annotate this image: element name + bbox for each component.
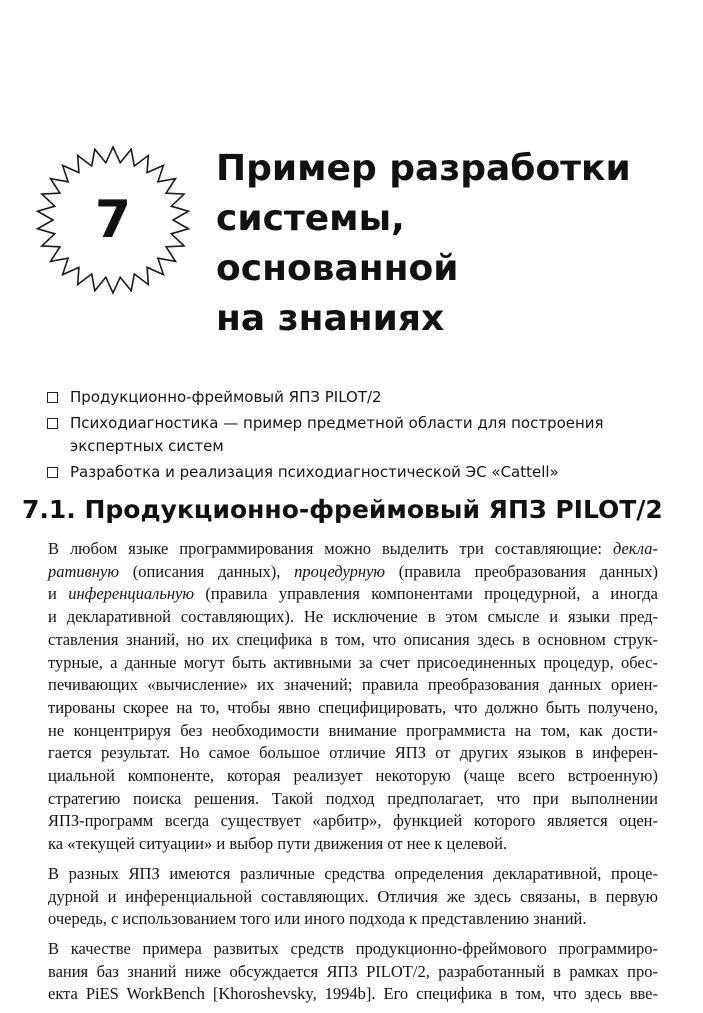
text-line [48, 742, 658, 765]
text-line [48, 561, 658, 584]
text-line [48, 886, 658, 909]
chapter-number: 7 [94, 190, 132, 250]
text-line [48, 720, 658, 743]
text-run: дурной и инференциальной составляющих. Отличия же здесь связаны, в первую [48, 886, 658, 906]
text-run: екта PiES WorkBench [Khoroshevsky, 1994b]. Его специфика в том, что здесь вве- [48, 984, 658, 1004]
text-line [48, 583, 658, 606]
text-run: турные, а данные могут быть активными за счет присоединенных процедур, обес- [48, 652, 658, 672]
chapter-badge [30, 140, 196, 300]
chapter-title [216, 144, 631, 344]
text-line [48, 629, 658, 652]
text-run: и декларативной составляющих). Не исключение в этом смысле и языки пред- [48, 607, 658, 627]
text-line [48, 908, 658, 931]
contents-item [46, 461, 646, 484]
body-text [48, 538, 658, 1013]
text-line [48, 961, 658, 984]
text-run: ЯПЗ-программ всегда существует «арбитр», функцией которого является оцен- [48, 811, 658, 831]
contents-item-text: экспертных систем [70, 437, 224, 455]
text-run: ставления знаний, но их специфика в том, что описания здесь в основном струк- [48, 629, 658, 649]
text-run: В разных ЯПЗ имеются различные средства определения декларативной, проце- [48, 863, 658, 883]
chapter-title-line: основанной [216, 248, 459, 289]
text-line [48, 606, 658, 629]
text-run: В качестве примера развитых средств продукционно-фреймового программиро- [48, 938, 658, 958]
text-line [48, 983, 658, 1006]
contents-item [46, 412, 646, 458]
italic-term: инференциальную [68, 584, 195, 604]
text-line [48, 833, 658, 856]
text-run: (правила управления компонентами процедурной, а иногда [194, 584, 658, 604]
text-line [48, 938, 658, 961]
paragraph [48, 938, 658, 1006]
text-line [48, 538, 658, 561]
text-run: вания баз знаний ниже обсуждается ЯПЗ PILOT/2, разработанный в рамках про- [48, 961, 658, 981]
text-run: В любом языке программирования можно выделить три составляющие: [48, 539, 613, 558]
text-line [48, 863, 658, 886]
text-run: (правила преобразования данных) [385, 561, 658, 581]
contents-item-text: Продукционно-фреймовый ЯПЗ PILOT/2 [70, 388, 382, 406]
text-line [48, 674, 658, 697]
contents-item-text: Психодиагностика — пример предметной области для построения [70, 414, 604, 432]
text-line [48, 652, 658, 675]
text-run: тированы скорее на то, чтобы явно специфицировать, что должно быть получено, [48, 697, 658, 717]
text-run: ка «текущей ситуации» и выбор пути движения от нее к целевой. [48, 834, 508, 854]
chapter-contents-list [46, 386, 646, 487]
text-line [48, 697, 658, 720]
italic-term: ративную [48, 561, 119, 581]
text-run: печивающих «вычисление» их значений; правила преобразования данных ориен- [48, 675, 658, 695]
text-run: не концентрируя без необходимости внимание программиста на том, как дости- [48, 720, 658, 740]
text-line [48, 810, 658, 833]
italic-term: декла- [612, 539, 658, 558]
text-run: и [48, 584, 69, 604]
chapter-title-line: системы, [216, 198, 405, 239]
text-run: (описания данных), [118, 561, 295, 581]
text-line [48, 788, 658, 811]
checkbox-square-icon [47, 418, 58, 429]
chapter-title-line: на знаниях [216, 298, 445, 339]
paragraph [48, 538, 658, 856]
contents-item [46, 386, 646, 409]
checkbox-square-icon [47, 392, 58, 403]
text-run: стратегию поиска решения. Такой подход предполагает, что при выполнении [48, 788, 658, 808]
section-heading: 7.1. Продукционно-фреймовый ЯПЗ PILOT/2 [22, 495, 663, 524]
chapter-title-line: Пример разработки [216, 148, 631, 189]
contents-item-text: Разработка и реализация психодиагностической ЭС «Cattell» [70, 463, 559, 481]
italic-term: процедурную [294, 561, 386, 581]
text-run: гается результат. Но самое большое отличие ЯПЗ от других языков в инферен- [48, 743, 658, 763]
paragraph [48, 863, 658, 931]
text-run: очередь, с использованием того или иного подхода к представлению знаний. [48, 909, 587, 929]
text-line [48, 765, 658, 788]
checkbox-square-icon [47, 467, 58, 478]
text-run: циальной компоненте, которая реализует некоторую (чаще всего встроенную) [48, 766, 658, 786]
